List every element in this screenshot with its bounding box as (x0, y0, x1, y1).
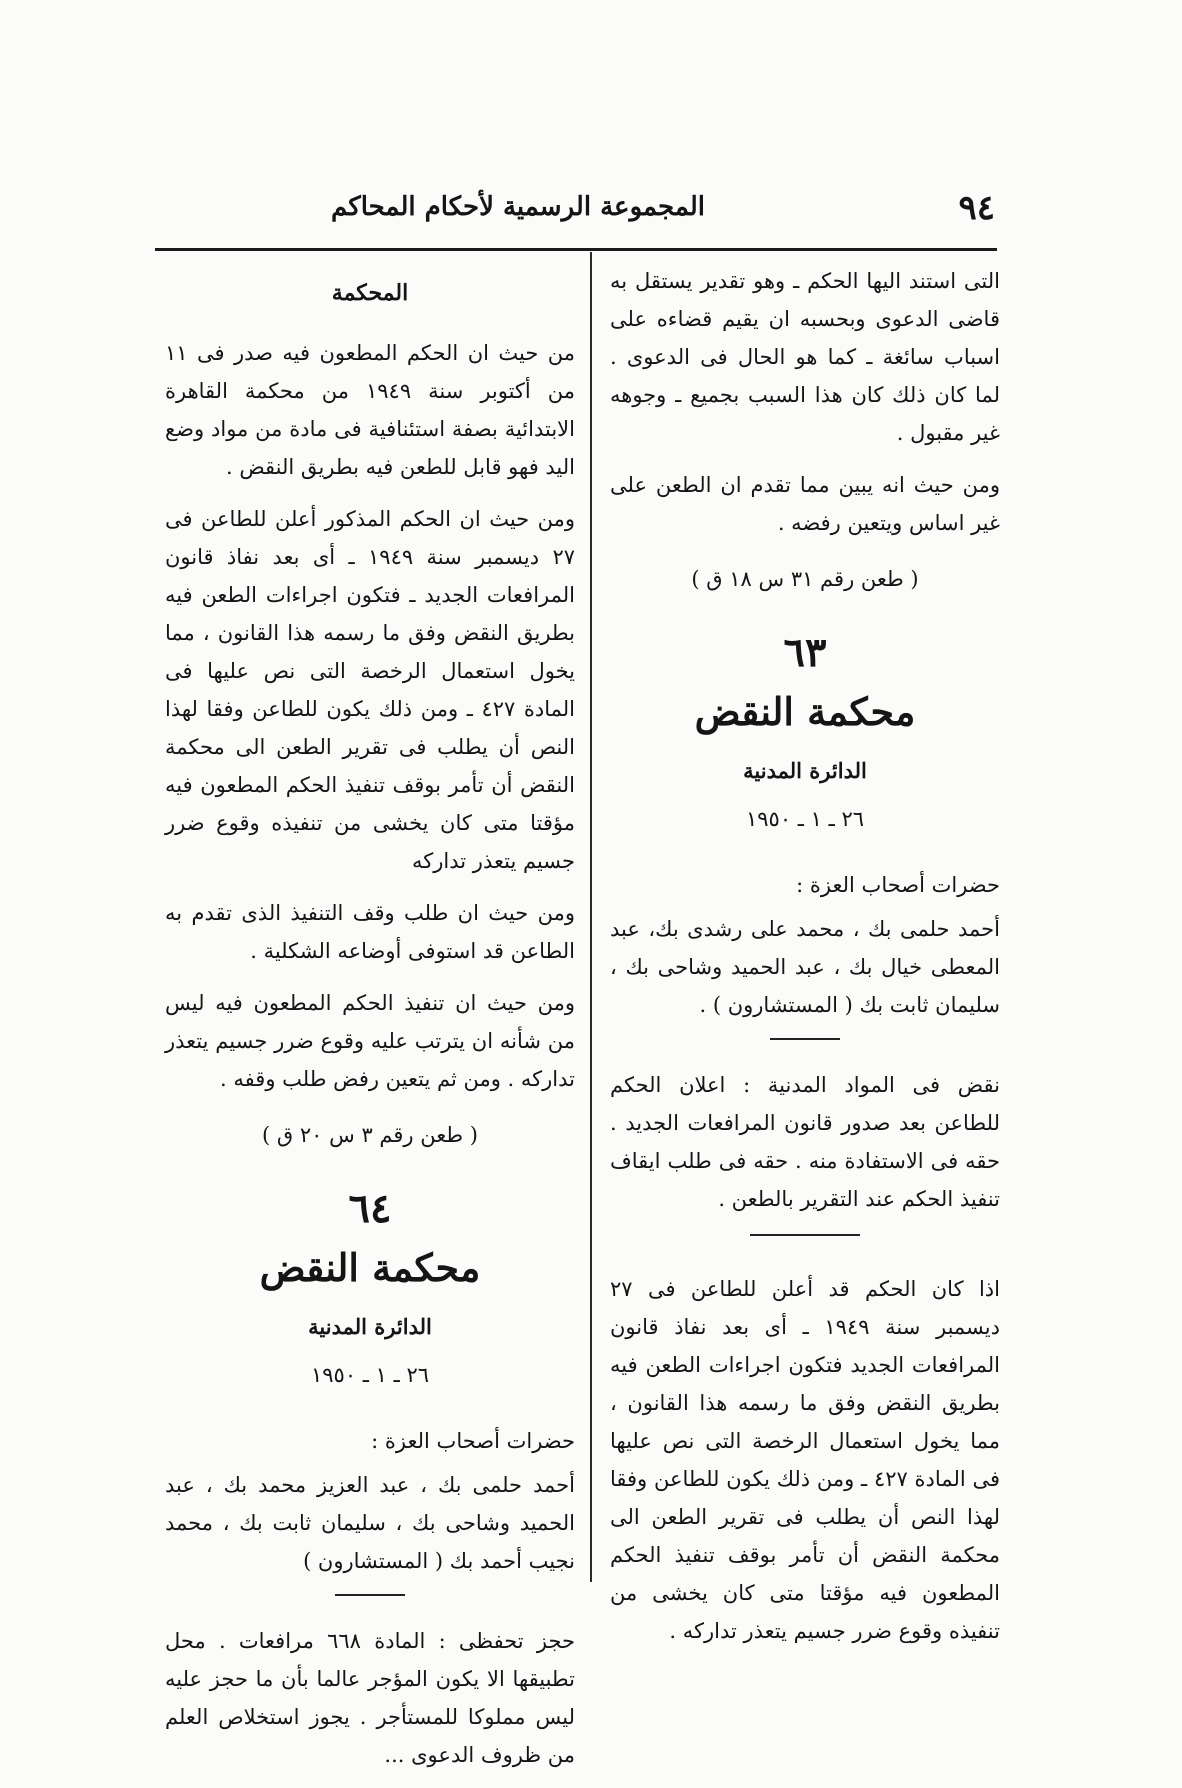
paragraph: ومن حيث انه يبين مما تقدم ان الطعن على غير اساس ويتعين رفضه . (610, 473, 1000, 535)
decision-date: ٢٦ ـ ١ ـ ١٩٥٠ (311, 1363, 429, 1387)
case-number: ٦٣ (783, 629, 827, 676)
case-summary: نقض فى المواد المدنية : اعلان الحكم للطاعن بعد صدور قانون المرافعات الجديد . حقه فى الاستفادة منه . حقه فى طلب ايقاف تنفيذ الحكم عند التقرير بالطعن . (610, 1073, 1000, 1211)
right-column (610, 262, 1000, 1664)
circuit-name: الدائرة المدنية (743, 758, 867, 783)
header-rule (155, 248, 997, 251)
case-summary: حجز تحفظى : المادة ٦٦٨ مرافعات . محل تطبيقها الا يكون المؤجر عالما بأن ما حجز عليه ليس مملوكا للمستأجر . يجوز استخلاص العلم من ظروف الدعوى ... (165, 1629, 576, 1767)
left-column (165, 262, 575, 1788)
paragraph: ومن حيث ان الحكم المذكور أعلن للطاعن فى ٢٧ ديسمبر سنة ١٩٤٩ ـ أى بعد نفاذ قانون المرافعات الجديد ـ فتكون اجراءات الطعن فيه بطريق النقض وفق ما رسمه هذا القانون ، مما يخول استعمال الرخصة التى نص عليها فى المادة ٤٢٧ ـ ومن ذلك يكون للطاعن وفقا لهذا النص أن يطلب فى تقرير الطعن الى محكمة النقض أن تأمر بوقف تنفيذ الحكم المطعون فيه مؤقتا متى كان يخشى من تنفيذه وقوع ضرر جسيم يتعذر تداركه (165, 507, 575, 873)
running-header (150, 188, 995, 238)
column-divider (590, 252, 592, 1582)
section-heading: المحكمة (331, 280, 409, 306)
case-reference: ( طعن رقم ٣١ س ١٨ ق ) (691, 567, 919, 591)
paragraph: ومن حيث ان طلب وقف التنفيذ الذى تقدم به الطاعن قد استوفى أوضاعه الشكلية . (165, 901, 575, 963)
case-reference: ( طعن رقم ٣ س ٢٠ ق ) (262, 1123, 478, 1147)
case-number: ٦٤ (348, 1185, 392, 1232)
judges-list: أحمد حلمى بك ، عبد العزيز محمد بك ، عبد الحميد وشاحى بك ، سليمان ثابت بك ، محمد نجيب أحمد بك ( المستشارون ) (165, 1473, 575, 1573)
decision-date: ٢٦ ـ ١ ـ ١٩٥٠ (746, 807, 864, 831)
court-name: محكمة النقض (694, 689, 916, 734)
circuit-name: الدائرة المدنية (308, 1314, 432, 1339)
section-rule (750, 1234, 860, 1236)
judges-heading: حضرات أصحاب العزة : (796, 873, 1000, 897)
page-number: ٩٤ (958, 188, 995, 228)
section-rule (770, 1038, 840, 1040)
section-rule (335, 1594, 405, 1596)
paragraph: ومن حيث ان تنفيذ الحكم المطعون فيه ليس من شأنه ان يترتب عليه وقوع ضرر جسيم يتعذر تداركه . ومن ثم يتعين رفض طلب وقفه . (165, 991, 575, 1091)
paragraph: التى استند اليها الحكم ـ وهو تقدير يستقل به قاضى الدعوى وبحسبه ان يقيم قضاءه على اسباب سائغة ـ كما هو الحال فى الدعوى . لما كان ذلك كان هذا السبب بجميع ـ وجوهه غير مقبول . (610, 269, 1000, 445)
legal-principle: اذا كان الحكم قد أعلن للطاعن فى ٢٧ ديسمبر سنة ١٩٤٩ ـ أى بعد نفاذ قانون المرافعات الجديد فتكون اجراءات الطعن فيه بطريق النقض وفق ما رسمه هذا القانون ، مما يخول استعمال الرخصة التى نص عليها فى المادة ٤٢٧ ـ ومن ذلك يكون للطاعن وفقا لهذا النص أن يطلب فى تقرير الطعن الى محكمة النقض أن تأمر بوقف تنفيذ الحكم المطعون فيه مؤقتا متى كان يخشى من تنفيذه وقوع ضرر جسيم يتعذر تداركه . (610, 1277, 1000, 1643)
paragraph: من حيث ان الحكم المطعون فيه صدر فى ١١ من أكتوبر سنة ١٩٤٩ من محكمة القاهرة الابتدائية بصفة استئنافية فى مادة من مواد وضع اليد فهو قابل للطعن فيه بطريق النقض . (165, 341, 576, 479)
journal-title: المجموعة الرسمية لأحكام المحاكم (331, 192, 705, 222)
judges-heading: حضرات أصحاب العزة : (371, 1429, 575, 1453)
court-name: محكمة النقض (259, 1245, 481, 1290)
judges-list: أحمد حلمى بك ، محمد على رشدى بك، عبد المعطى خيال بك ، عبد الحميد وشاحى بك ، سليمان ثابت بك ( المستشارون ) . (610, 917, 1000, 1017)
